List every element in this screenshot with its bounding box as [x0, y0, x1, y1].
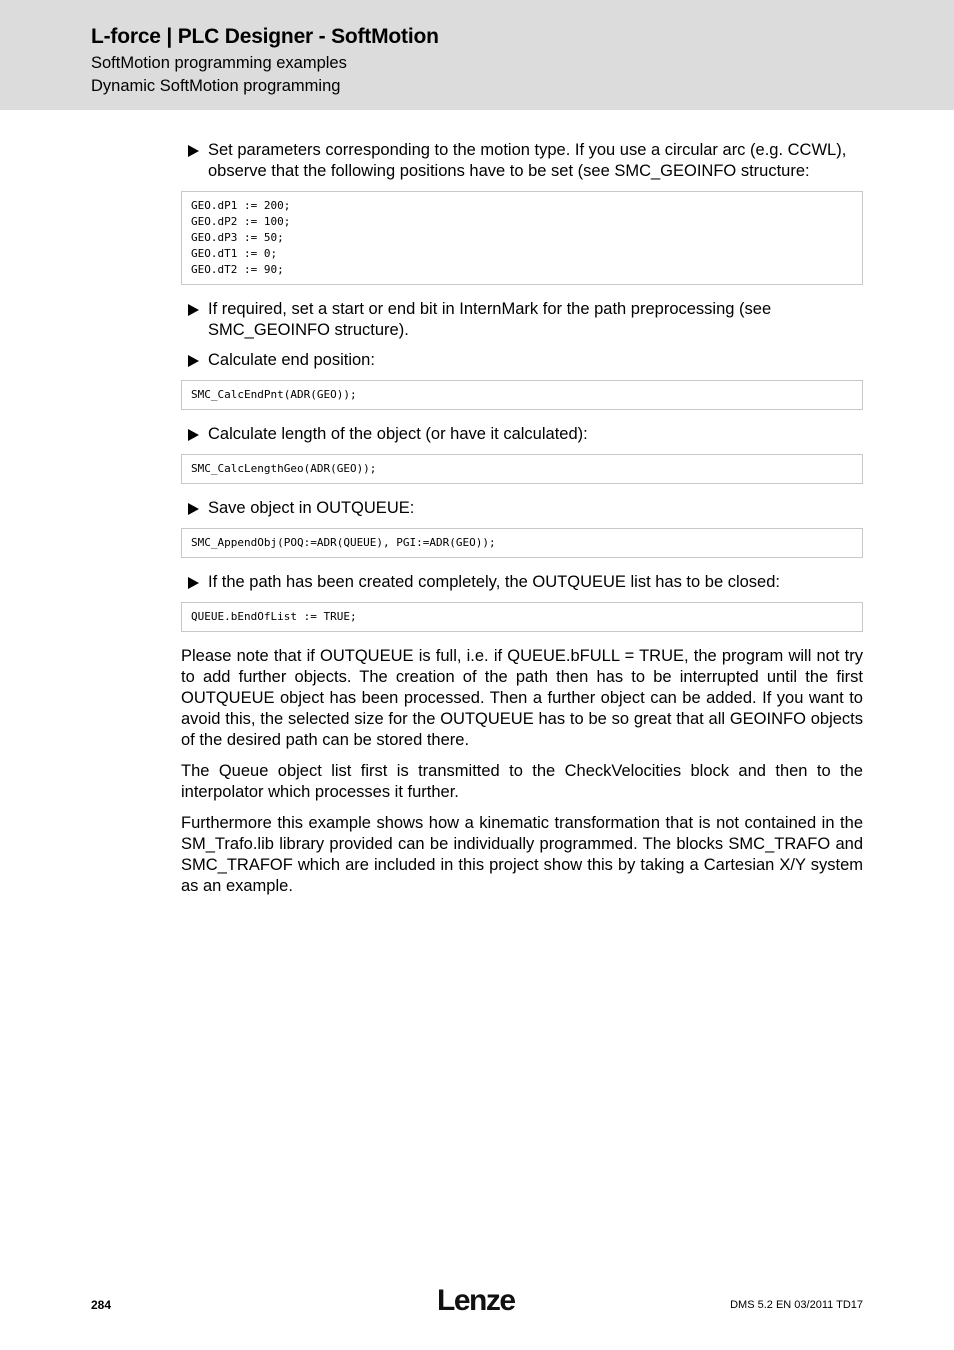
code-line: GEO.dP3 := 50; [191, 231, 284, 244]
triangle-bullet-icon [188, 355, 199, 367]
body-paragraph: Please note that if OUTQUEUE is full, i.e. if QUEUE.bFULL = TRUE, the program will not try to add further objects. The creation of the path then has to be interrupted until the first OUTQUEUE object has been processed. Then a further object can be added. If you want to avoid this, the selected size for the OUTQUEUE has to be so great that all GEOINFO objects of the desired path can be stored there. [181, 647, 863, 749]
code-line: GEO.dP1 := 200; [191, 199, 291, 212]
page-title: L-force | PLC Designer - SoftMotion [91, 25, 439, 48]
main-content [181, 140, 863, 907]
step-item [181, 572, 863, 593]
code-block [181, 380, 863, 410]
triangle-bullet-icon [188, 503, 199, 515]
document-id: DMS 5.2 EN 03/2011 TD17 [730, 1299, 863, 1311]
code-block [181, 602, 863, 632]
code-line: GEO.dP2 := 100; [191, 215, 291, 228]
code-block [181, 191, 863, 285]
subsection-subtitle: Dynamic SoftMotion programming [91, 77, 341, 95]
step-item [181, 350, 863, 371]
code-line: SMC_AppendObj(POQ:=ADR(QUEUE), PGI:=ADR(GEO)); [191, 536, 496, 549]
step-text: Set parameters corresponding to the motion type. If you use a circular arc (e.g. CCWL), observe that the following positions have to be set (see SMC_GEOINFO structure: [208, 141, 847, 180]
code-line: SMC_CalcLengthGeo(ADR(GEO)); [191, 462, 377, 475]
step-item [181, 498, 863, 519]
code-line: SMC_CalcEndPnt(ADR(GEO)); [191, 388, 357, 401]
code-block [181, 454, 863, 484]
step-text: Calculate length of the object (or have it calculated): [208, 425, 588, 443]
page-header [0, 0, 954, 110]
code-block [181, 528, 863, 558]
step-text: Calculate end position: [208, 351, 375, 369]
step-text: Save object in OUTQUEUE: [208, 499, 415, 517]
section-subtitle: SoftMotion programming examples [91, 54, 347, 72]
step-text: If the path has been created completely, the OUTQUEUE list has to be closed: [208, 573, 780, 591]
step-item [181, 299, 863, 341]
code-line: GEO.dT2 := 90; [191, 263, 284, 276]
code-line: QUEUE.bEndOfList := TRUE; [191, 610, 357, 623]
triangle-bullet-icon [188, 304, 199, 316]
step-item [181, 424, 863, 445]
step-text: If required, set a start or end bit in InternMark for the path preprocessing (see SMC_GEOINFO structure). [208, 300, 772, 339]
body-paragraph: The Queue object list first is transmitted to the CheckVelocities block and then to the interpolator which processes it further. [181, 762, 863, 801]
triangle-bullet-icon [188, 577, 199, 589]
triangle-bullet-icon [188, 145, 199, 157]
step-item [181, 140, 863, 182]
body-paragraph: Furthermore this example shows how a kinematic transformation that is not contained in the SM_Trafo.lib library provided can be individually programmed. The blocks SMC_TRAFO and SMC_TRAFOF which are included in this project show this by taking a Cartesian X/Y system as an example. [181, 814, 863, 895]
lenze-logo: Lenze [437, 1284, 515, 1317]
triangle-bullet-icon [188, 429, 199, 441]
page-number: 284 [91, 1298, 112, 1312]
code-line: GEO.dT1 := 0; [191, 247, 278, 260]
